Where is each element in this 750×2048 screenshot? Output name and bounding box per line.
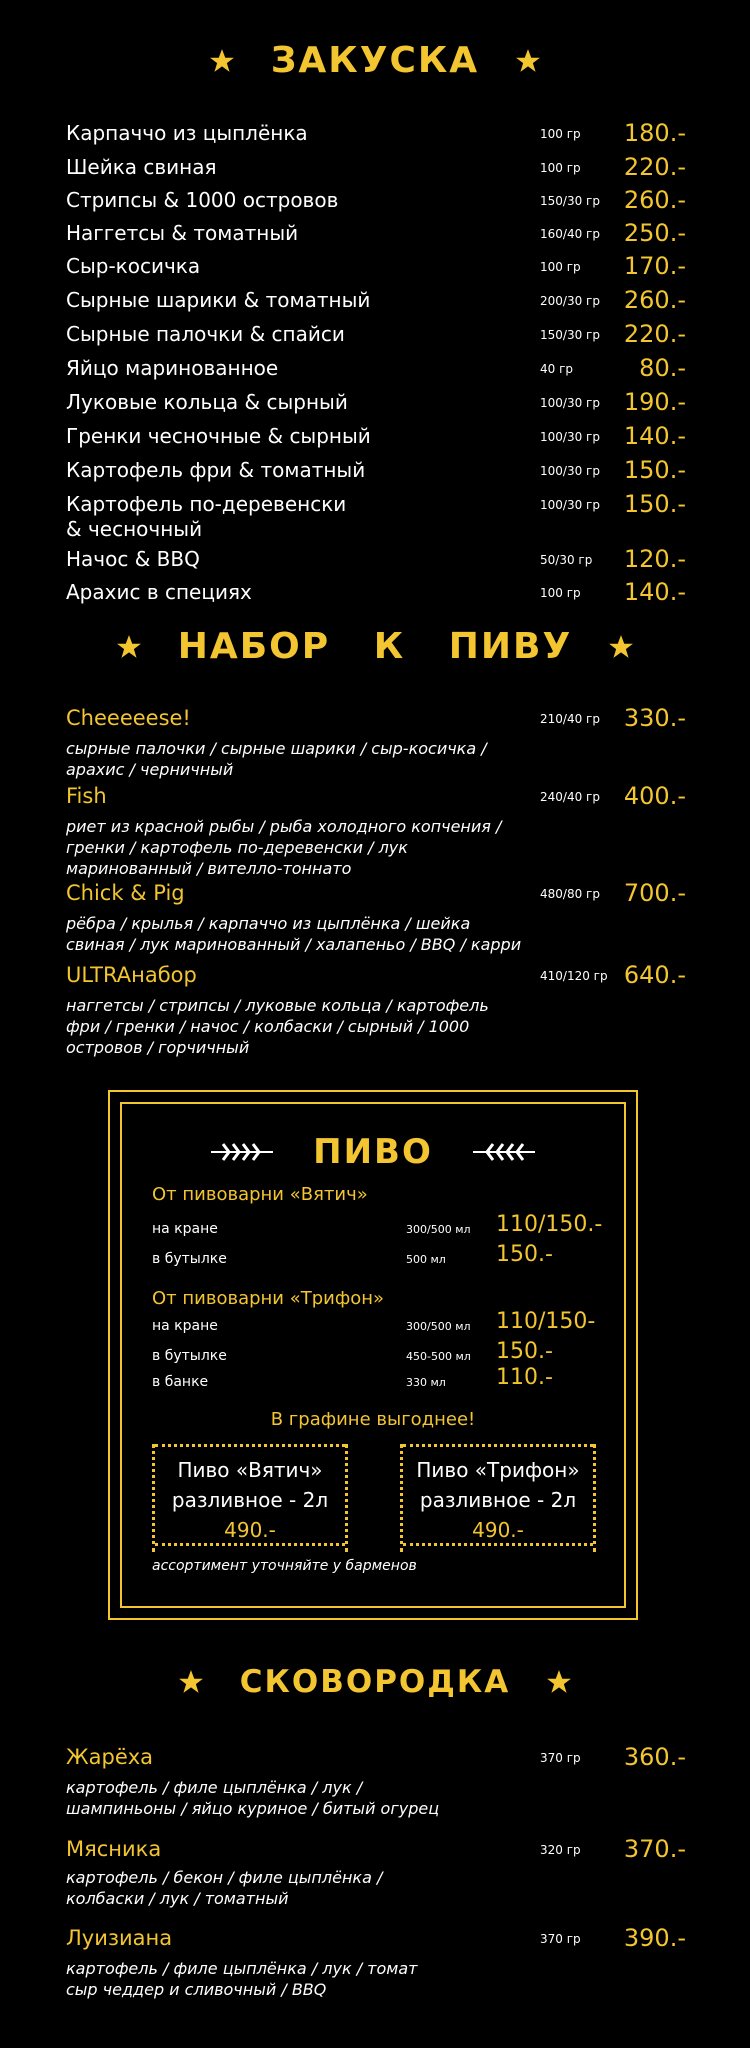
carafe-line2: разливное - 2л: [171, 1488, 329, 1512]
beer-row-price: 110/150-: [496, 1309, 596, 1334]
pan-name: Луизиана: [66, 1926, 173, 1950]
menu-item: [66, 121, 686, 151]
menu-item: [66, 322, 686, 352]
wheat-left-icon: [211, 1142, 273, 1162]
item-name: Стрипсы & 1000 островов: [66, 188, 339, 212]
menu-item: [66, 492, 686, 542]
item-price: 220.-: [623, 153, 686, 181]
set-weight: 240/40 гр: [540, 790, 600, 804]
beer-note: ассортимент уточняйте у барменов: [152, 1558, 417, 1574]
beer-title-text: ПИВО: [313, 1132, 433, 1172]
beer-row-label: в бутылке: [152, 1251, 227, 1267]
item-price: 150.-: [623, 490, 686, 518]
carafe-box-trifon: [400, 1444, 596, 1552]
item-price: 260.-: [623, 186, 686, 214]
item-weight: 100 гр: [540, 127, 581, 141]
section-title-text: ЗАКУСКА: [270, 40, 480, 81]
beer-row-price: 110.-: [496, 1365, 553, 1390]
item-weight: 100/30 гр: [540, 396, 600, 410]
star-icon: [546, 1669, 572, 1695]
item-price: 220.-: [623, 320, 686, 348]
set-name: Chick & Pig: [66, 881, 185, 905]
beer-row-volume: 330 мл: [406, 1376, 446, 1389]
carafe-box-vyatich: [152, 1444, 348, 1552]
pan-name: Мясника: [66, 1837, 162, 1861]
item-price: 140.-: [623, 422, 686, 450]
pan-description: картофель / филе цыплёнка / лук / томат сыр чеддер и сливочный / BBQ: [66, 1959, 418, 1999]
item-name: Шейка свиная: [66, 155, 217, 179]
menu-item: [66, 254, 686, 284]
item-weight: 100/30 гр: [540, 464, 600, 478]
section-title-zakuska: [0, 40, 750, 81]
carafe-line1: Пиво «Трифон»: [416, 1458, 580, 1482]
carafe-box-frame: [403, 1444, 593, 1546]
wheat-right-icon: [473, 1142, 535, 1162]
brewery-trifon: От пивоварни «Трифон»: [152, 1288, 385, 1309]
beer-row-volume: 300/500 мл: [406, 1223, 471, 1236]
set-price: 400.-: [623, 782, 686, 810]
beer-panel: [108, 1090, 638, 1620]
menu-item: [66, 547, 686, 577]
menu-item: [66, 155, 686, 185]
set-price: 330.-: [623, 704, 686, 732]
promo-text: В графине выгоднее!: [270, 1409, 476, 1430]
carafe-line1: Пиво «Вятич»: [177, 1458, 323, 1482]
star-icon: [608, 634, 634, 660]
item-weight: 100 гр: [540, 161, 581, 175]
beer-panel-inner: [120, 1102, 626, 1608]
item-weight: 50/30 гр: [540, 553, 593, 567]
item-price: 80.-: [639, 354, 686, 382]
set-weight: 410/120 гр: [540, 969, 608, 983]
menu-item: [66, 288, 686, 318]
set-name: ULTRAнабор: [66, 963, 197, 987]
pan-name: Жарёха: [66, 1745, 154, 1769]
set-description: рёбра / крылья / карпаччо из цыплёнка / шейка свиная / лук маринованный / халапеньо / BBQ / карри: [66, 914, 522, 954]
item-weight: 100/30 гр: [540, 430, 600, 444]
menu-item: [66, 221, 686, 251]
carafe-box-frame: [155, 1444, 345, 1546]
item-weight: 200/30 гр: [540, 294, 600, 308]
beer-row-label: в банке: [152, 1374, 209, 1390]
carafe-line2: разливное - 2л: [419, 1488, 577, 1512]
item-weight: 150/30 гр: [540, 328, 600, 342]
item-price: 250.-: [623, 219, 686, 247]
item-name: Сырные палочки & спайси: [66, 322, 345, 346]
set-description: сырные палочки / сырные шарики / сыр-косичка / арахис / черничный: [66, 739, 487, 779]
star-icon: [209, 48, 235, 74]
item-price: 140.-: [623, 578, 686, 606]
beer-row-label: в бутылке: [152, 1348, 227, 1364]
star-icon: [178, 1669, 204, 1695]
beer-row-price: 110/150.-: [496, 1212, 603, 1237]
set-description: риет из красной рыбы / рыба холодного копчения / гренки / картофель по-деревенски / лук маринованный / вителло-тоннато: [66, 817, 502, 878]
item-weight: 160/40 гр: [540, 227, 600, 241]
set-price: 640.-: [623, 961, 686, 989]
item-name: Картофель фри & томатный: [66, 458, 366, 482]
item-name: Сырные шарики & томатный: [66, 288, 371, 312]
item-name: Картофель по-деревенски: [66, 492, 347, 516]
item-name: Наггетсы & томатный: [66, 221, 299, 245]
item-name: Арахис в специях: [66, 580, 252, 604]
pan-price: 360.-: [623, 1743, 686, 1771]
item-weight: 100 гр: [540, 260, 581, 274]
item-price: 170.-: [623, 252, 686, 280]
section-title-text: СКОВОРОДКА: [239, 1664, 511, 1700]
set-name: Fish: [66, 784, 107, 808]
beer-title: [122, 1132, 624, 1172]
item-name: Яйцо маринованное: [66, 356, 279, 380]
set-name: Cheeeeese!: [66, 706, 191, 730]
brewery-vyatich: От пивоварни «Вятич»: [152, 1184, 368, 1205]
item-weight: 100/30 гр: [540, 498, 600, 512]
set-price: 700.-: [623, 879, 686, 907]
item-price: 260.-: [623, 286, 686, 314]
pan-weight: 370 гр: [540, 1751, 581, 1765]
item-weight: 40 гр: [540, 362, 574, 376]
carafe-price: 490.-: [472, 1518, 524, 1542]
menu-item: [66, 424, 686, 454]
section-title-text: НАБОР К ПИВУ: [177, 626, 573, 667]
beer-row-volume: 450-500 мл: [406, 1350, 471, 1363]
set-weight: 480/80 гр: [540, 887, 600, 901]
menu-item: [66, 390, 686, 420]
menu-item: [66, 580, 686, 610]
set-description: наггетсы / стрипсы / луковые кольца / картофель фри / гренки / начос / колбаски / сырный / 1000 островов / горчичный: [66, 996, 489, 1057]
item-price: 190.-: [623, 388, 686, 416]
menu-item: [66, 188, 686, 218]
pan-description: картофель / бекон / филе цыплёнка / колбаски / лук / томатный: [66, 1868, 383, 1908]
carafe-price: 490.-: [224, 1518, 276, 1542]
pan-price: 370.-: [623, 1835, 686, 1863]
pan-price: 390.-: [623, 1924, 686, 1952]
item-name: Начос & BBQ: [66, 547, 200, 571]
star-icon: [116, 634, 142, 660]
item-name: Карпаччо из цыплёнка: [66, 121, 308, 145]
item-price: 120.-: [623, 545, 686, 573]
beer-row-label: на кране: [152, 1221, 218, 1237]
item-price: 180.-: [623, 119, 686, 147]
beer-row-label: на кране: [152, 1318, 218, 1334]
section-title-skovorodka: [0, 1664, 750, 1700]
item-name-line2: & чесночный: [66, 517, 203, 541]
star-icon: [515, 48, 541, 74]
item-name: Луковые кольца & сырный: [66, 390, 348, 414]
beer-row-price: 150.-: [496, 1242, 553, 1267]
pan-weight: 370 гр: [540, 1932, 581, 1946]
item-name: Гренки чесночные & сырный: [66, 424, 371, 448]
pan-weight: 320 гр: [540, 1843, 581, 1857]
pan-description: картофель / филе цыплёнка / лук / шампиньоны / яйцо куриное / битый огурец: [66, 1778, 440, 1818]
item-weight: 100 гр: [540, 586, 581, 600]
item-weight: 150/30 гр: [540, 194, 600, 208]
beer-row-volume: 300/500 мл: [406, 1320, 471, 1333]
item-price: 150.-: [623, 456, 686, 484]
beer-row-price: 150.-: [496, 1339, 553, 1364]
menu-item: [66, 458, 686, 488]
item-name: Сыр-косичка: [66, 254, 201, 278]
menu-item: [66, 356, 686, 386]
set-weight: 210/40 гр: [540, 712, 600, 726]
beer-row-volume: 500 мл: [406, 1253, 446, 1266]
section-title-nabor: [0, 626, 750, 667]
